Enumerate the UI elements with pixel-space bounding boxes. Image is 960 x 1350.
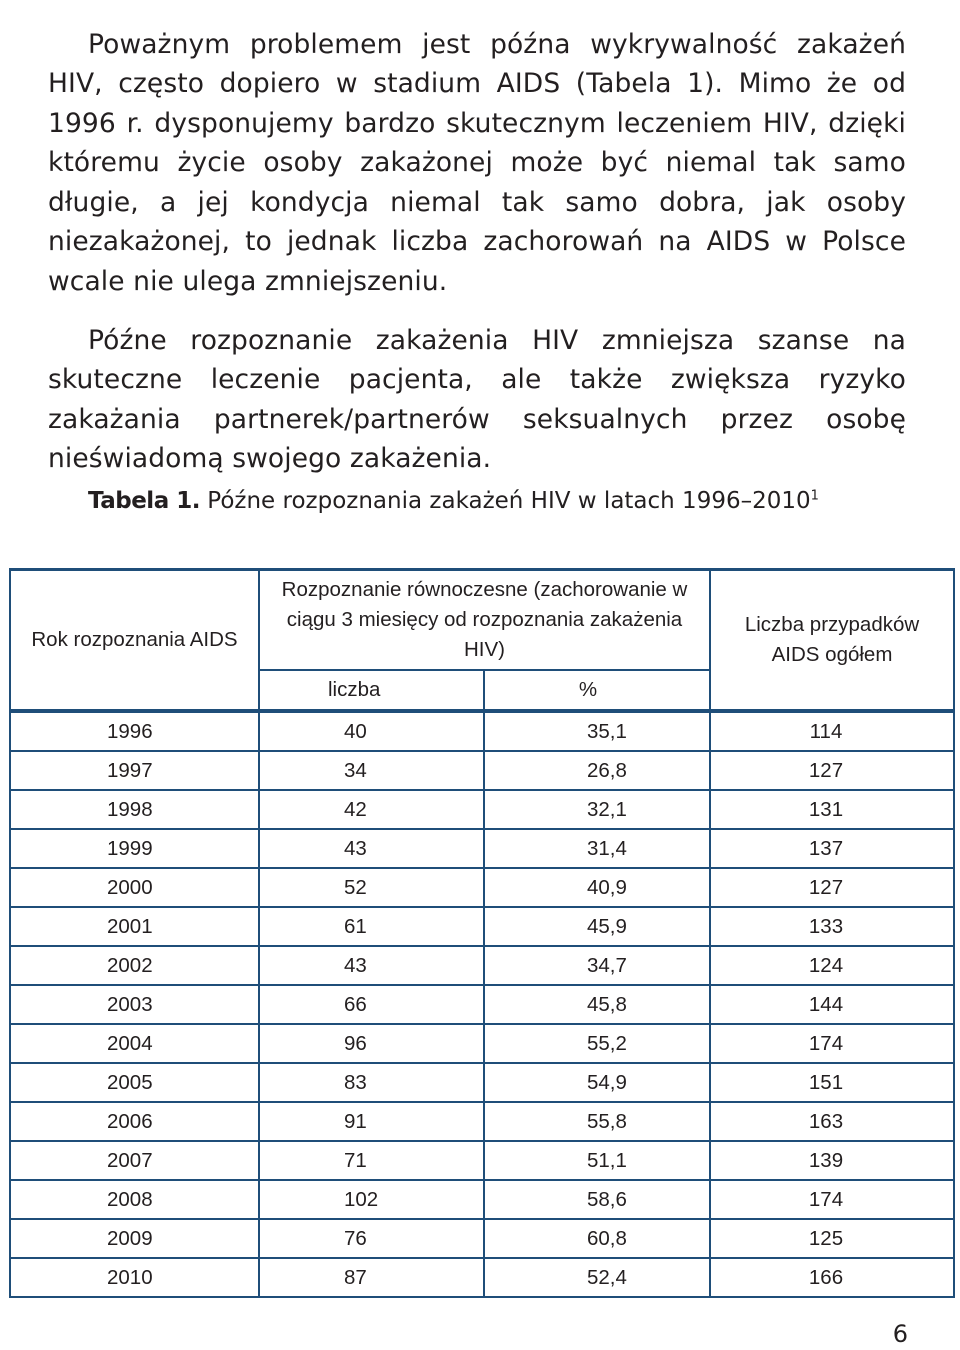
header-total-aids: Liczba przypadków AIDS ogółem bbox=[710, 570, 954, 712]
header-concurrent-diagnosis: Rozpoznanie równoczesne (zachorowanie w ciągu 3 miesięcy od rozpoznania zakażenia HIV) bbox=[259, 570, 710, 671]
table-row bbox=[10, 985, 954, 1024]
cell-total: 137 bbox=[710, 829, 954, 868]
cell-count: 52 bbox=[259, 868, 484, 907]
cell-percent: 45,8 bbox=[484, 985, 710, 1024]
table-row bbox=[10, 1258, 954, 1297]
cell-count: 91 bbox=[259, 1102, 484, 1141]
cell-year: 2007 bbox=[10, 1141, 259, 1180]
table-row bbox=[10, 1102, 954, 1141]
cell-percent: 52,4 bbox=[484, 1258, 710, 1297]
cell-count: 66 bbox=[259, 985, 484, 1024]
cell-count: 87 bbox=[259, 1258, 484, 1297]
table-caption bbox=[88, 484, 819, 518]
cell-total: 127 bbox=[710, 751, 954, 790]
cell-year: 2009 bbox=[10, 1219, 259, 1258]
footnote-marker: 1 bbox=[810, 488, 819, 504]
cell-percent: 32,1 bbox=[484, 790, 710, 829]
cell-total: 114 bbox=[710, 711, 954, 751]
table-row bbox=[10, 790, 954, 829]
cell-year: 2006 bbox=[10, 1102, 259, 1141]
cell-percent: 34,7 bbox=[484, 946, 710, 985]
header-percent: % bbox=[484, 670, 710, 711]
cell-count: 83 bbox=[259, 1063, 484, 1102]
header-count: liczba bbox=[259, 670, 484, 711]
cell-year: 2005 bbox=[10, 1063, 259, 1102]
cell-percent: 35,1 bbox=[484, 711, 710, 751]
cell-year: 2010 bbox=[10, 1258, 259, 1297]
table-row bbox=[10, 946, 954, 985]
cell-count: 96 bbox=[259, 1024, 484, 1063]
late-diagnosis-table bbox=[9, 568, 955, 1298]
table-row bbox=[10, 829, 954, 868]
cell-count: 43 bbox=[259, 946, 484, 985]
cell-total: 163 bbox=[710, 1102, 954, 1141]
table-row bbox=[10, 1141, 954, 1180]
cell-count: 71 bbox=[259, 1141, 484, 1180]
table-row bbox=[10, 1063, 954, 1102]
cell-count: 34 bbox=[259, 751, 484, 790]
header-year: Rok rozpoznania AIDS bbox=[10, 570, 259, 712]
cell-percent: 26,8 bbox=[484, 751, 710, 790]
cell-percent: 54,9 bbox=[484, 1063, 710, 1102]
cell-total: 133 bbox=[710, 907, 954, 946]
cell-count: 61 bbox=[259, 907, 484, 946]
cell-count: 43 bbox=[259, 829, 484, 868]
cell-year: 2004 bbox=[10, 1024, 259, 1063]
cell-percent: 55,2 bbox=[484, 1024, 710, 1063]
cell-total: 131 bbox=[710, 790, 954, 829]
cell-year: 2002 bbox=[10, 946, 259, 985]
cell-year: 2001 bbox=[10, 907, 259, 946]
cell-total: 124 bbox=[710, 946, 954, 985]
cell-total: 144 bbox=[710, 985, 954, 1024]
table-caption-label: Tabela 1. bbox=[88, 488, 200, 514]
cell-year: 1996 bbox=[10, 711, 259, 751]
cell-percent: 58,6 bbox=[484, 1180, 710, 1219]
cell-percent: 45,9 bbox=[484, 907, 710, 946]
page-number: 6 bbox=[892, 1320, 908, 1348]
table-row bbox=[10, 1219, 954, 1258]
cell-percent: 31,4 bbox=[484, 829, 710, 868]
cell-percent: 51,1 bbox=[484, 1141, 710, 1180]
table-row bbox=[10, 1180, 954, 1219]
cell-year: 1998 bbox=[10, 790, 259, 829]
cell-year: 2000 bbox=[10, 868, 259, 907]
cell-count: 76 bbox=[259, 1219, 484, 1258]
table-row bbox=[10, 907, 954, 946]
cell-year: 2003 bbox=[10, 985, 259, 1024]
cell-count: 40 bbox=[259, 711, 484, 751]
cell-percent: 55,8 bbox=[484, 1102, 710, 1141]
table-body bbox=[10, 711, 954, 1297]
cell-year: 2008 bbox=[10, 1180, 259, 1219]
cell-year: 1997 bbox=[10, 751, 259, 790]
cell-year: 1999 bbox=[10, 829, 259, 868]
cell-total: 174 bbox=[710, 1024, 954, 1063]
body-paragraph-1: Poważnym problemem jest późna wykrywalność zakażeń HIV, często dopiero w stadium AIDS (Tabela 1). Mimo że od 1996 r. dysponujemy bardzo skutecznym leczeniem HIV, dzięki któremu życie osoby zakażonej może być niemal tak samo długie, a jej kondycja niemal tak samo dobra, jak osoby niezakażonej, to jednak liczba zachorowań na AIDS w Polsce wcale nie ulega zmniejszeniu. bbox=[48, 28, 906, 297]
table-row bbox=[10, 711, 954, 751]
cell-total: 151 bbox=[710, 1063, 954, 1102]
cell-total: 166 bbox=[710, 1258, 954, 1297]
cell-count: 102 bbox=[259, 1180, 484, 1219]
table-row bbox=[10, 1024, 954, 1063]
table-row bbox=[10, 868, 954, 907]
cell-total: 125 bbox=[710, 1219, 954, 1258]
cell-total: 127 bbox=[710, 868, 954, 907]
cell-percent: 60,8 bbox=[484, 1219, 710, 1258]
table-caption-text: Późne rozpoznania zakażeń HIV w latach 1996–2010 bbox=[199, 488, 811, 514]
cell-count: 42 bbox=[259, 790, 484, 829]
cell-total: 139 bbox=[710, 1141, 954, 1180]
table-row bbox=[10, 751, 954, 790]
cell-total: 174 bbox=[710, 1180, 954, 1219]
body-paragraph-2: Późne rozpoznanie zakażenia HIV zmniejsza szanse na skuteczne leczenie pacjenta, ale także zwiększa ryzyko zakażania partnerek/partnerów seksualnych przez osobę nieświadomą swojego zakażenia. bbox=[48, 324, 906, 474]
cell-percent: 40,9 bbox=[484, 868, 710, 907]
